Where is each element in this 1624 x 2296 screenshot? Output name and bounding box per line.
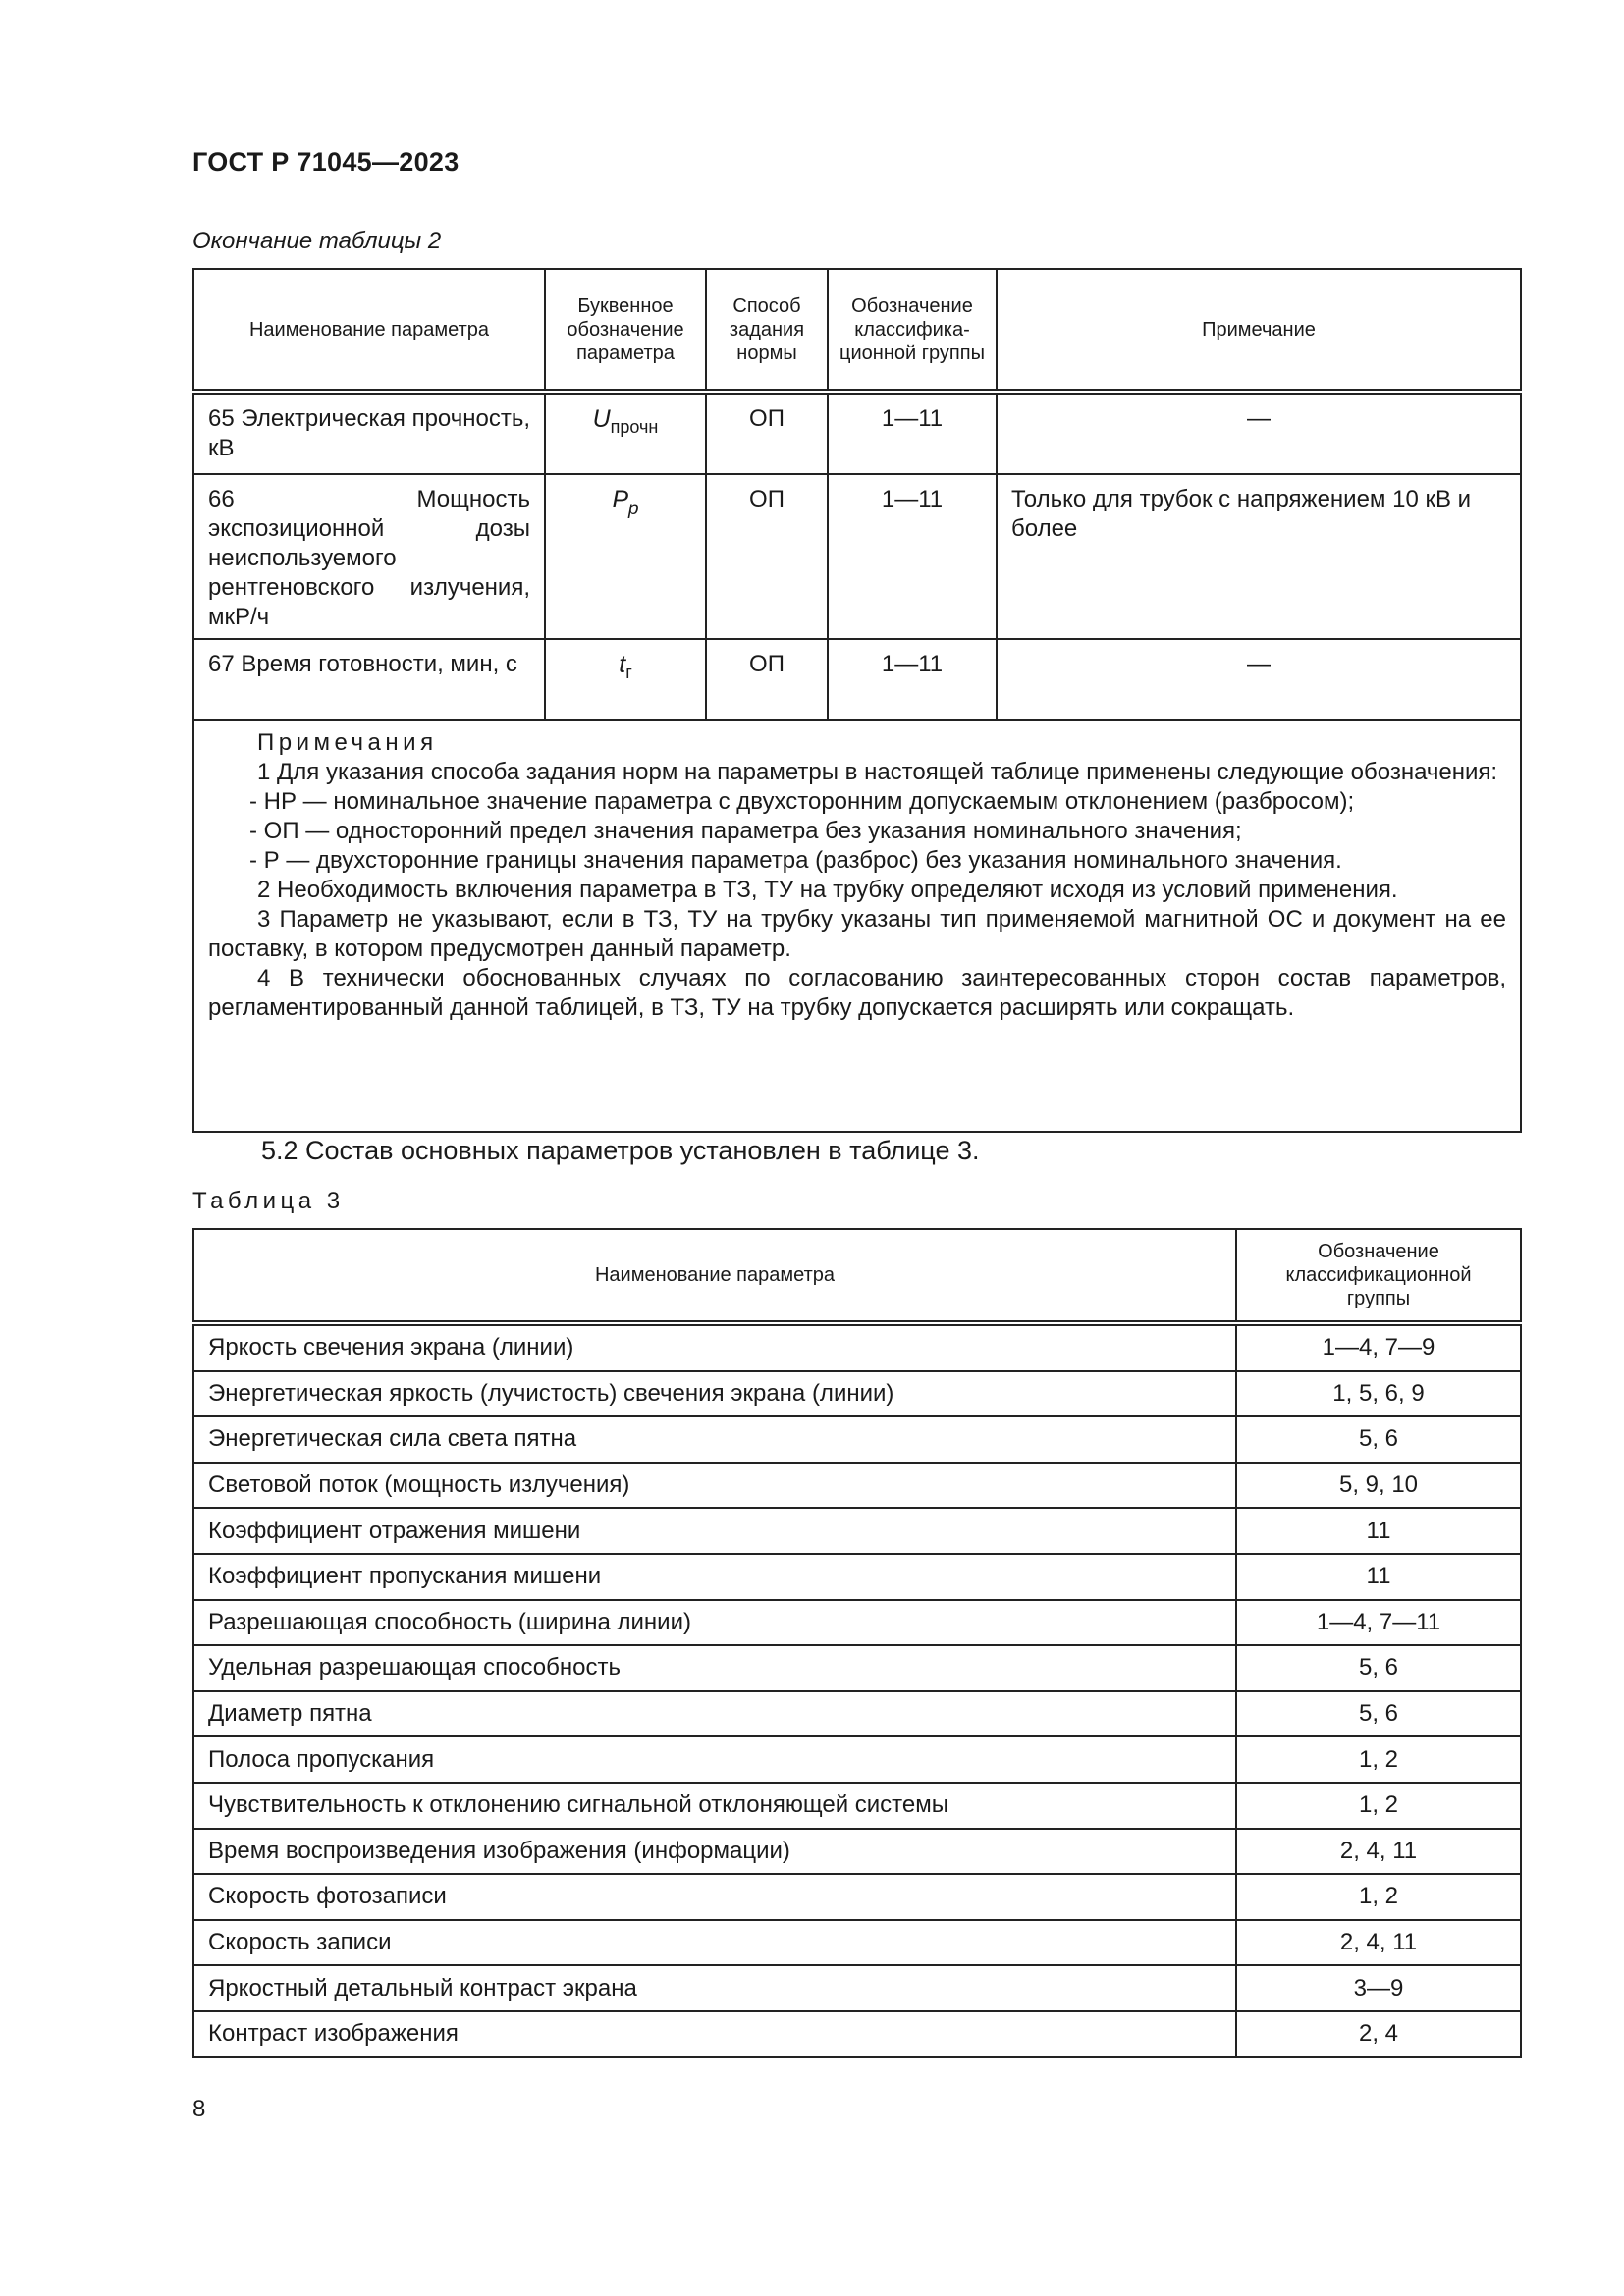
class-group: 5, 6 — [1236, 1645, 1521, 1691]
class-group: 1, 2 — [1236, 1783, 1521, 1829]
table-row — [193, 1508, 1521, 1554]
param-name: Яркостный детальный контраст экрана — [193, 1965, 1236, 2011]
row-note: Только для трубок с напряжением 10 кВ и более — [997, 474, 1521, 639]
row-note: — — [997, 639, 1521, 720]
table2-col-method: Способ задания нормы — [706, 269, 828, 392]
param-name: Световой поток (мощность излучения) — [193, 1463, 1236, 1509]
param-name: 67 Время готовности, мин, с — [193, 639, 545, 720]
param-name: Чувствительность к отклонению сигнальной отклоняющей системы — [193, 1783, 1236, 1829]
param-symbol — [545, 474, 706, 639]
symbol-subscript: г — [625, 663, 632, 682]
class-group: 1—4, 7—11 — [1236, 1600, 1521, 1646]
class-group: 5, 6 — [1236, 1416, 1521, 1463]
param-name: Удельная разрешающая способность — [193, 1645, 1236, 1691]
table-row — [193, 1920, 1521, 1966]
table2-notes-row — [193, 720, 1521, 1132]
class-group: 1—4, 7—9 — [1236, 1323, 1521, 1371]
table-row — [193, 1783, 1521, 1829]
symbol-letter: t — [619, 651, 626, 678]
table-row — [193, 2011, 1521, 2057]
table-row — [193, 1874, 1521, 1920]
table-row — [193, 1691, 1521, 1737]
table2-col-symbol: Буквенное обозначение параметра — [545, 269, 706, 392]
param-name: Диаметр пятна — [193, 1691, 1236, 1737]
table-row — [193, 1645, 1521, 1691]
param-name: Коэффициент пропускания мишени — [193, 1554, 1236, 1600]
note-1-item-p: - Р — двухсторонние границы значения параметра (разброс) без указания номинального значения. — [249, 847, 1342, 874]
param-name: Энергетическая яркость (лучистость) свечения экрана (линии) — [193, 1371, 1236, 1417]
table2-col-note: Примечание — [997, 269, 1521, 392]
document-header: ГОСТ Р 71045—2023 — [192, 147, 460, 177]
table-row — [193, 1416, 1521, 1463]
param-name: 65 Электрическая прочность, кВ — [193, 392, 545, 474]
notes-title: Примечания — [257, 729, 438, 756]
table-row — [193, 392, 1521, 474]
class-group: 1, 2 — [1236, 1874, 1521, 1920]
table-row — [193, 1965, 1521, 2011]
param-name: Скорость фотозаписи — [193, 1874, 1236, 1920]
table3-col-name: Наименование параметра — [193, 1229, 1236, 1323]
class-group: 5, 9, 10 — [1236, 1463, 1521, 1509]
class-group: 11 — [1236, 1508, 1521, 1554]
note-1-item-op: - ОП — односторонний предел значения параметра без указания номинального значения; — [249, 818, 1242, 844]
symbol-subscript: p — [628, 499, 639, 519]
table-row — [193, 474, 1521, 639]
class-group: 1, 5, 6, 9 — [1236, 1371, 1521, 1417]
table3-caption: Таблица 3 — [192, 1188, 345, 1214]
norm-method: ОП — [706, 474, 828, 639]
class-group: 5, 6 — [1236, 1691, 1521, 1737]
note-4: 4 В технически обоснованных случаях по согласованию заинтересованных сторон состав параметров, регламентированный данной таблицей, в ТЗ, ТУ на трубку допускается расширять или сокращать. — [208, 965, 1506, 1021]
table2-caption: Окончание таблицы 2 — [192, 228, 442, 254]
param-name: Контраст изображения — [193, 2011, 1236, 2057]
table-row — [193, 1829, 1521, 1875]
param-name: Энергетическая сила света пятна — [193, 1416, 1236, 1463]
table-row — [193, 639, 1521, 720]
class-group: 1—11 — [828, 392, 997, 474]
table-row — [193, 1736, 1521, 1783]
symbol-subscript: прочн — [610, 417, 659, 437]
class-group: 2, 4, 11 — [1236, 1829, 1521, 1875]
class-group: 3—9 — [1236, 1965, 1521, 2011]
table3-col-group: Обозначение классификационной группы — [1236, 1229, 1521, 1323]
note-1: 1 Для указания способа задания норм на параметры в настоящей таблице применены следующие обозначения: — [257, 759, 1498, 785]
param-name: Яркость свечения экрана (линии) — [193, 1323, 1236, 1371]
note-1-item-hp: - НР — номинальное значение параметра с двухсторонним допускаемым отклонением (разбросом); — [249, 788, 1355, 815]
row-note: — — [997, 392, 1521, 474]
norm-method: ОП — [706, 639, 828, 720]
param-symbol — [545, 639, 706, 720]
table2-notes — [193, 720, 1521, 1132]
note-2: 2 Необходимость включения параметра в ТЗ, ТУ на трубку определяют исходя из условий применения. — [257, 877, 1398, 903]
table3-header-row — [193, 1229, 1521, 1323]
table-row — [193, 1463, 1521, 1509]
page-number: 8 — [192, 2096, 206, 2122]
note-3: 3 Параметр не указывают, если в ТЗ, ТУ на трубку указаны тип применяемой магнитной ОС и документ на ее поставку, в котором предусмотрен данный параметр. — [208, 906, 1506, 962]
norm-method: ОП — [706, 392, 828, 474]
class-group: 1—11 — [828, 474, 997, 639]
table2 — [192, 268, 1522, 1133]
param-name: Скорость записи — [193, 1920, 1236, 1966]
param-name: 66 Мощность экспозиционной дозы неиспользуемого рентгеновского излучения, мкР/ч — [193, 474, 545, 639]
class-group: 2, 4, 11 — [1236, 1920, 1521, 1966]
table-row — [193, 1323, 1521, 1371]
table2-col-group: Обозначение классифика-ционной группы — [828, 269, 997, 392]
table2-header-row — [193, 269, 1521, 392]
param-name: Время воспроизведения изображения (информации) — [193, 1829, 1236, 1875]
class-group: 2, 4 — [1236, 2011, 1521, 2057]
table2-col-name: Наименование параметра — [193, 269, 545, 392]
class-group: 1, 2 — [1236, 1736, 1521, 1783]
param-name: Полоса пропускания — [193, 1736, 1236, 1783]
param-symbol — [545, 392, 706, 474]
param-name: Разрешающая способность (ширина линии) — [193, 1600, 1236, 1646]
class-group: 1—11 — [828, 639, 997, 720]
symbol-letter: U — [592, 405, 611, 433]
class-group: 11 — [1236, 1554, 1521, 1600]
param-name: Коэффициент отражения мишени — [193, 1508, 1236, 1554]
table-row — [193, 1371, 1521, 1417]
table3 — [192, 1228, 1522, 2058]
paragraph-5-2: 5.2 Состав основных параметров установлен в таблице 3. — [261, 1136, 980, 1165]
table-row — [193, 1554, 1521, 1600]
table-row — [193, 1600, 1521, 1646]
symbol-letter: P — [612, 486, 629, 513]
